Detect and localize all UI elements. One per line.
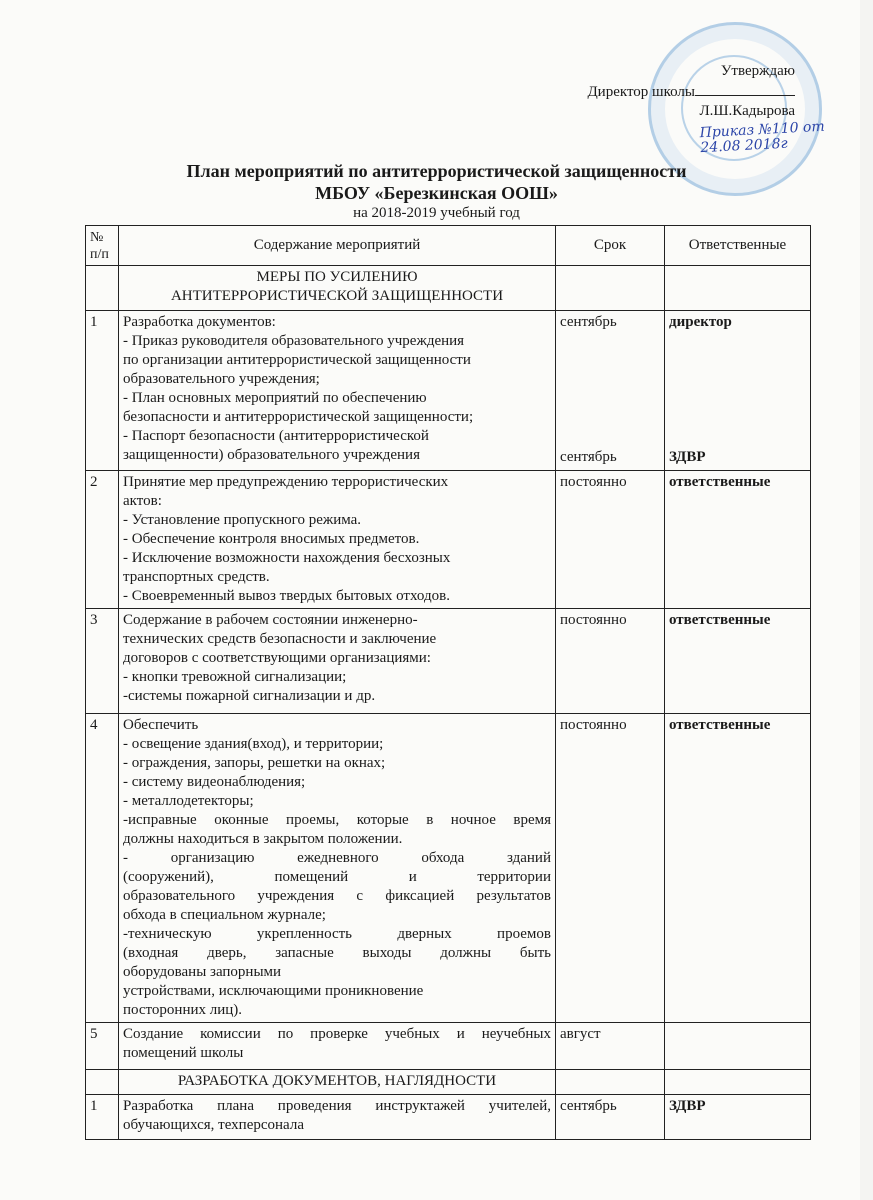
row-term-cell bbox=[556, 609, 665, 714]
content-line: договоров с соответствующими организациями: bbox=[123, 650, 431, 666]
content-line: (входная дверь, запасные выходы должны быть bbox=[123, 945, 551, 961]
table-row bbox=[86, 471, 811, 609]
content-line: Обеспечить bbox=[123, 717, 199, 733]
cell-values bbox=[669, 1025, 806, 1066]
content-line: Создание комиссии по проверке учебных и неучебных bbox=[123, 1026, 551, 1042]
row-term: сентябрь bbox=[560, 314, 617, 330]
content-line: устройствами, исключающими проникновение bbox=[123, 983, 424, 999]
content-line: - освещение здания(вход), и территории; bbox=[123, 736, 384, 752]
row-number: 1 bbox=[86, 311, 119, 471]
row-responsible: ответственные bbox=[669, 717, 771, 733]
content-line: по организации антитеррористической защищенности bbox=[123, 352, 471, 368]
row-responsible: ЗДВР bbox=[669, 449, 706, 465]
cell-values bbox=[560, 473, 660, 582]
activities-table bbox=[85, 225, 811, 1140]
content-line: оборудованы запорными bbox=[123, 964, 282, 980]
section-term-cell bbox=[556, 1070, 665, 1095]
section-title bbox=[119, 266, 556, 311]
table-row bbox=[86, 311, 811, 471]
table-row bbox=[86, 1095, 811, 1140]
row-term-cell bbox=[556, 311, 665, 471]
content-line: образовательного учреждения с фиксацией результатов bbox=[123, 888, 551, 904]
content-line: -системы пожарной сигнализации и др. bbox=[123, 688, 376, 704]
row-responsible-cell bbox=[665, 714, 811, 1023]
approval-position bbox=[587, 81, 795, 102]
approval-label: Утверждаю bbox=[720, 63, 795, 79]
content-line: - организацию ежедневного обхода зданий bbox=[123, 850, 551, 866]
document-subtitle: на 2018-2019 учебный год bbox=[353, 205, 520, 221]
content-line: защищенности) образовательного учреждения bbox=[123, 447, 420, 463]
content-line: Разработка плана проведения инструктажей учителей, bbox=[123, 1098, 551, 1114]
row-term-cell bbox=[556, 471, 665, 609]
content-line: - систему видеонаблюдения; bbox=[123, 774, 306, 790]
row-number: 4 bbox=[86, 714, 119, 1023]
signature-line bbox=[695, 81, 795, 96]
table-row bbox=[86, 714, 811, 1023]
row-term-cell bbox=[556, 1023, 665, 1070]
content-line: Принятие мер предупреждению террористических bbox=[123, 474, 449, 490]
content-line: Разработка документов: bbox=[123, 314, 276, 330]
cell-values bbox=[560, 313, 660, 467]
row-term: постоянно bbox=[560, 717, 627, 733]
section-title-line: РАЗРАБОТКА ДОКУМЕНТОВ, НАГЛЯДНОСТИ bbox=[177, 1073, 497, 1089]
row-responsible-cell bbox=[665, 1095, 811, 1140]
cell-values bbox=[560, 611, 660, 710]
row-number: 5 bbox=[86, 1023, 119, 1070]
row-content bbox=[119, 1023, 556, 1070]
row-number: 3 bbox=[86, 609, 119, 714]
header-term: Срок bbox=[556, 226, 665, 266]
content-line: - Установление пропускного режима. bbox=[123, 512, 362, 528]
cell-values bbox=[669, 313, 806, 467]
row-responsible-cell bbox=[665, 471, 811, 609]
row-responsible-cell bbox=[665, 609, 811, 714]
section-row bbox=[86, 266, 811, 311]
row-term-cell bbox=[556, 714, 665, 1023]
content-line: - металлодетекторы; bbox=[123, 793, 254, 809]
content-line: обхода в специальном журнале; bbox=[123, 907, 326, 923]
row-responsible-cell bbox=[665, 311, 811, 471]
content-line: помещений школы bbox=[123, 1045, 244, 1061]
section-resp-cell bbox=[665, 266, 811, 311]
cell-values bbox=[560, 1097, 660, 1136]
cell-values bbox=[560, 1025, 660, 1066]
row-content bbox=[119, 609, 556, 714]
table-row bbox=[86, 1023, 811, 1070]
row-content bbox=[119, 311, 556, 471]
table-header-row bbox=[86, 226, 811, 266]
cell-values bbox=[669, 716, 806, 1018]
row-term: сентябрь bbox=[560, 449, 617, 465]
row-term: постоянно bbox=[560, 612, 627, 628]
content-line: - Своевременный вывоз твердых бытовых отходов. bbox=[123, 588, 450, 604]
row-term: сентябрь bbox=[560, 1098, 617, 1114]
content-line: -исправные оконные проемы, которые в ночное время bbox=[123, 812, 551, 828]
cell-values bbox=[560, 716, 660, 1018]
content-line: - План основных мероприятий по обеспечению bbox=[123, 390, 427, 406]
school-name: МБОУ «Березкинская ООШ» bbox=[315, 183, 558, 203]
row-responsible-cell bbox=[665, 1023, 811, 1070]
section-num-cell bbox=[86, 1070, 119, 1095]
cell-values bbox=[669, 473, 806, 582]
content-line: - ограждения, запоры, решетки на окнах; bbox=[123, 755, 386, 771]
row-responsible: ЗДВР bbox=[669, 1098, 706, 1114]
row-content bbox=[119, 471, 556, 609]
row-term: август bbox=[560, 1026, 601, 1042]
row-term-cell bbox=[556, 1095, 665, 1140]
row-content bbox=[119, 714, 556, 1023]
content-line: Содержание в рабочем состоянии инженерно- bbox=[123, 612, 418, 628]
header-num: № п/п bbox=[86, 226, 119, 266]
row-number: 1 bbox=[86, 1095, 119, 1140]
section-term-cell bbox=[556, 266, 665, 311]
section-row bbox=[86, 1070, 811, 1095]
header-content: Содержание мероприятий bbox=[119, 226, 556, 266]
section-num-cell bbox=[86, 266, 119, 311]
content-line: технических средств безопасности и заключение bbox=[123, 631, 437, 647]
cell-values bbox=[669, 611, 806, 710]
row-responsible: ответственные bbox=[669, 612, 771, 628]
row-content bbox=[119, 1095, 556, 1140]
content-line: - Приказ руководителя образовательного учреждения bbox=[123, 333, 465, 349]
content-line: обучающихся, техперсонала bbox=[123, 1117, 304, 1133]
section-title bbox=[119, 1070, 556, 1095]
header-responsible: Ответственные bbox=[665, 226, 811, 266]
approval-position-text: Директор школы bbox=[587, 84, 695, 100]
row-number: 2 bbox=[86, 471, 119, 609]
approval-block bbox=[587, 62, 795, 121]
content-line: образовательного учреждения; bbox=[123, 371, 320, 387]
section-resp-cell bbox=[665, 1070, 811, 1095]
row-responsible: ответственные bbox=[669, 474, 771, 490]
content-line: - Обеспечение контроля вносимых предметов. bbox=[123, 531, 420, 547]
section-title-line: АНТИТЕРРОРИСТИЧЕСКОЙ ЗАЩИЩЕННОСТИ bbox=[170, 288, 504, 304]
content-line: безопасности и антитеррористической защищенности; bbox=[123, 409, 474, 425]
section-title-line: МЕРЫ ПО УСИЛЕНИЮ bbox=[256, 269, 418, 285]
content-line: посторонних лиц). bbox=[123, 1002, 243, 1018]
row-term: постоянно bbox=[560, 474, 627, 490]
content-line: - Исключение возможности нахождения бесхозных bbox=[123, 550, 451, 566]
approval-name: Л.Ш.Кадырова bbox=[699, 103, 795, 119]
content-line: транспортных средств. bbox=[123, 569, 270, 585]
content-line: - кнопки тревожной сигнализации; bbox=[123, 669, 347, 685]
content-line: актов: bbox=[123, 493, 162, 509]
content-line: - Паспорт безопасности (антитеррористической bbox=[123, 428, 429, 444]
row-responsible: директор bbox=[669, 314, 732, 330]
handwritten-order-note: Приказ №110 от 24.08 2018г bbox=[699, 118, 826, 157]
content-line: (сооружений), помещений и территории bbox=[123, 869, 551, 885]
content-line: должны находиться в закрытом положении. bbox=[123, 831, 403, 847]
document-title: План мероприятий по антитеррористической защищенности bbox=[186, 161, 687, 181]
table-row bbox=[86, 609, 811, 714]
cell-values bbox=[669, 1097, 806, 1136]
content-line: -техническую укрепленность дверных проемов bbox=[123, 926, 551, 942]
